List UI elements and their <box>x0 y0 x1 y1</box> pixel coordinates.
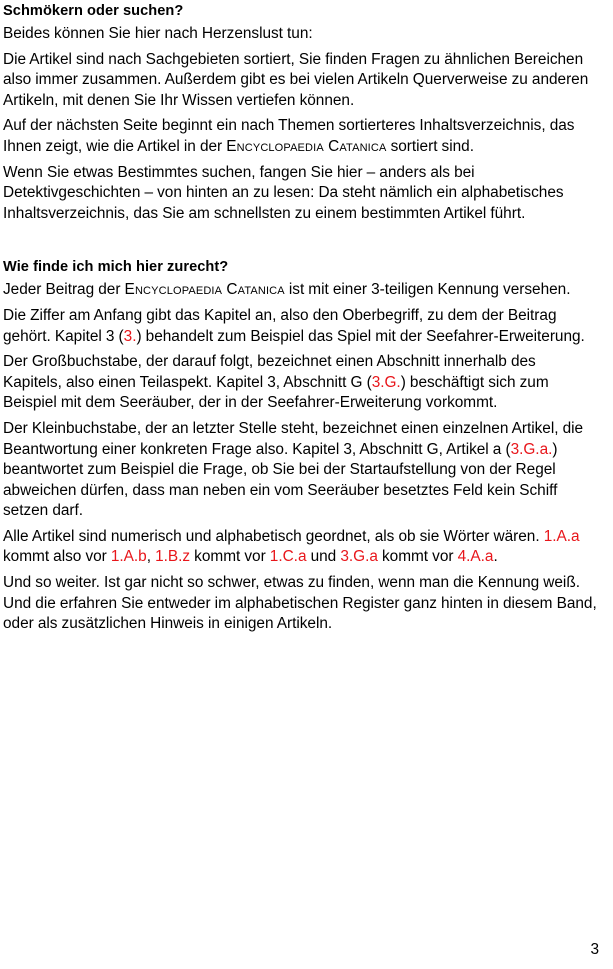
paragraph: Jeder Beitrag der Encyclopaedia Catanica ist mit einer 3-teiligen Kennung versehen. <box>3 281 571 299</box>
article-code: 1.C.a <box>269 548 307 566</box>
small-caps-title: Encyclopaedia Catanica <box>226 137 387 155</box>
paragraph: Auf der nächsten Seite beginnt ein nach Themen sortierteres Inhaltsverzeichnis, das Ihnen zeigt, wie die Artikel in der Encyclopaedia Catanica sortiert sind. <box>3 117 575 155</box>
paragraph: Die Artikel sind nach Sachgebieten sortiert, Sie finden Fragen zu ähnlichen Bereichen also immer zusammen. Außerdem gibt es bei vielen Artikeln Querverweise zu anderen Artikeln, mit denen Sie Ihr Wissen vertiefen können. <box>3 50 589 109</box>
page-content <box>3 2 597 635</box>
section-heading-1: Schmökern oder suchen? <box>3 3 184 19</box>
paragraph: Wenn Sie etwas Bestimmtes suchen, fangen Sie hier – anders als bei Detektivgeschichten – von hinten an zu lesen: Da steht nämlich ein alphabetisches Inhaltsverzeichnis, das Sie am schnellsten zu einem bestimmten Artikel führt. <box>3 163 564 222</box>
paragraph: Der Großbuchstabe, der darauf folgt, bezeichnet einen Abschnitt innerhalb des Kapitels, also einen Teilaspekt. Kapitel 3, Abschnitt G (3.G.) beschäftigt sich zum Beispiel mit dem Seeräuber, der in der Seefahrer-Erweiterung vorkommt. <box>3 353 549 412</box>
small-caps-title: Encyclopaedia Catanica <box>124 281 285 299</box>
paragraph: Und so weiter. Ist gar nicht so schwer, etwas zu finden, wenn man die Kennung weiß. Und die erfahren Sie entweder im alphabetischen Register ganz hinten in diesem Band, oder als zusätzlichen Hinweis in einigen Artikeln. <box>3 574 597 633</box>
article-code: 1.A.b <box>110 548 147 566</box>
article-code: 1.A.a <box>543 527 580 545</box>
paragraph: Die Ziffer am Anfang gibt das Kapitel an, also den Oberbegriff, zu dem der Beitrag gehört. Kapitel 3 (3.) behandelt zum Beispiel das Spiel mit der Seefahrer-Erweiterung. <box>3 306 585 345</box>
article-code: 3. <box>123 327 137 345</box>
page-number: 3 <box>590 941 599 958</box>
article-code: 3.G.a <box>340 548 378 566</box>
paragraph: Alle Artikel sind numerisch und alphabetisch geordnet, als ob sie Wörter wären. 1.A.a kommt also vor 1.A.b, 1.B.z kommt vor 1.C.a und 3.G.a kommt vor 4.A.a. <box>3 527 580 566</box>
paragraph: Beides können Sie hier nach Herzenslust tun: <box>3 25 313 42</box>
article-code: 4.A.a <box>457 548 494 566</box>
article-code: 3.G.a. <box>510 440 553 458</box>
article-code: 3.G. <box>371 373 401 391</box>
article-code: 1.B.z <box>155 548 191 566</box>
section-heading-2: Wie finde ich mich hier zurecht? <box>3 259 229 276</box>
paragraph: Der Kleinbuchstabe, der an letzter Stelle steht, bezeichnet einen einzelnen Artikel, die Beantwortung einer konkreten Frage also. Kapitel 3, Abschnitt G, Artikel a (3.G.a.) beantwortet zum Beispiel die Frage, ob Sie bei der Startaufstellung von der Regel abweichen dürfen, dass man neben ein vom Seeräuber besetztes Feld kein Schiff setzen darf. <box>3 419 584 520</box>
